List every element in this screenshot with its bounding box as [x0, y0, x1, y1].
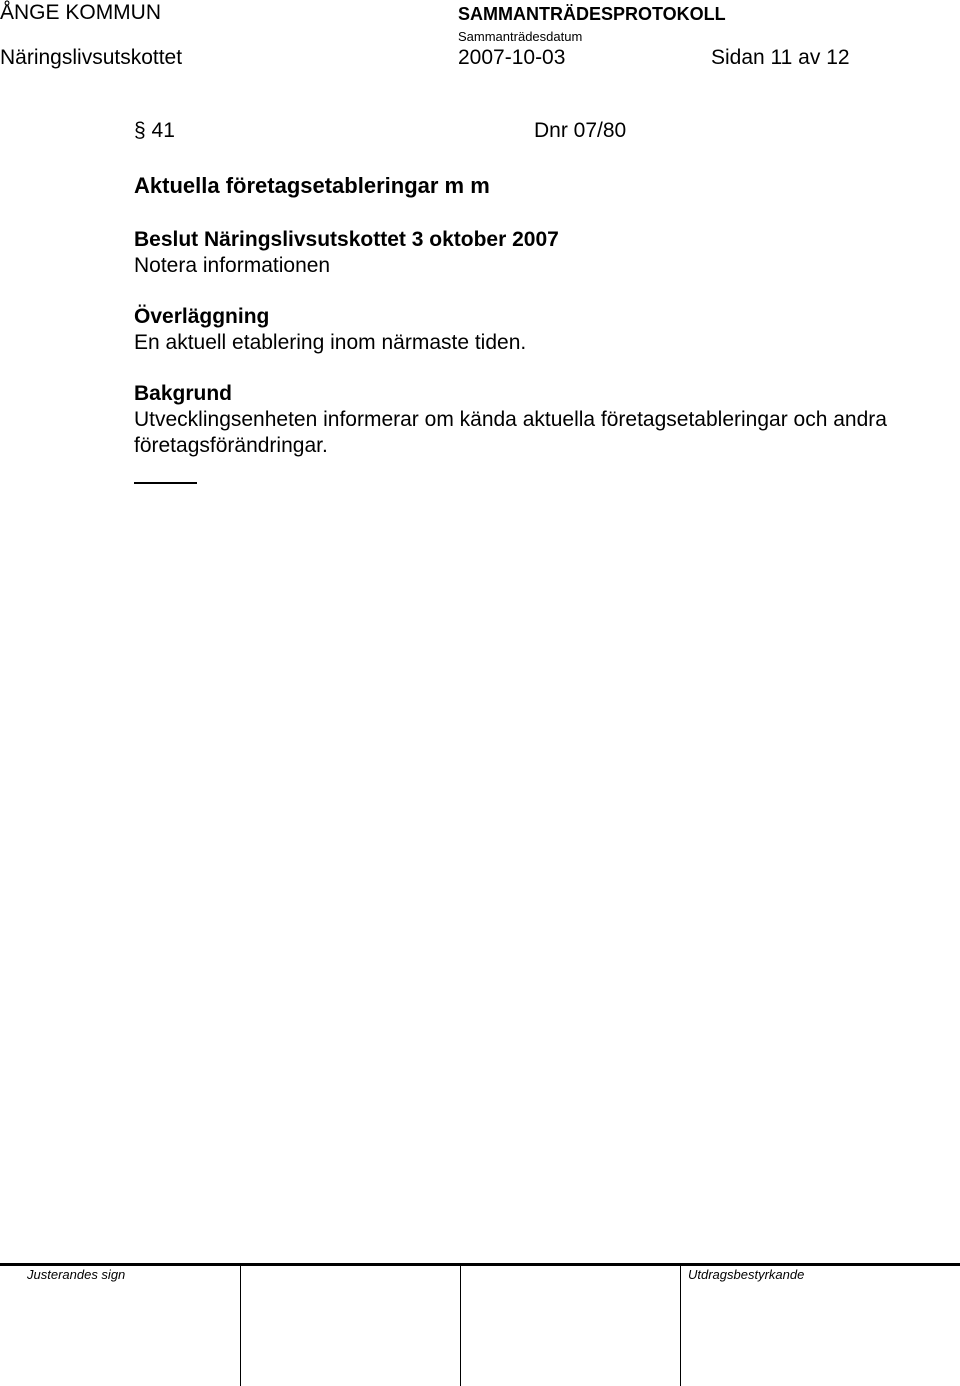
- item-content: [134, 227, 934, 459]
- footer-label-utdragsbestyrkande: Utdragsbestyrkande: [688, 1267, 805, 1282]
- meeting-date: 2007-10-03: [458, 46, 566, 69]
- footer-rule: [0, 1263, 960, 1266]
- date-caption: Sammanträdesdatum: [458, 29, 583, 44]
- footer-column-divider: [680, 1266, 681, 1386]
- decision-heading: Beslut Näringslivsutskottet 3 oktober 2007: [134, 228, 559, 251]
- background-text: Utvecklingsenheten informerar om kända aktuella företagsetableringar och andra företagsförändringar.: [134, 408, 887, 457]
- background-heading: Bakgrund: [134, 382, 233, 405]
- diary-number: Dnr 07/80: [534, 119, 627, 142]
- deliberation-text: En aktuell etablering inom närmaste tiden.: [134, 331, 527, 354]
- deliberation-heading: Överläggning: [134, 305, 270, 328]
- organization-name: ÅNGE KOMMUN: [0, 1, 162, 24]
- spacer: [134, 356, 934, 381]
- document-type: SAMMANTRÄDESPROTOKOLL: [458, 4, 726, 24]
- spacer: [134, 279, 934, 304]
- footer-column-divider: [460, 1266, 461, 1386]
- committee-name: Näringslivsutskottet: [0, 46, 183, 69]
- item-title: Aktuella företagsetableringar m m: [134, 173, 490, 198]
- footer-label-justerandes-sign: Justerandes sign: [27, 1267, 126, 1282]
- page-number: Sidan 11 av 12: [711, 46, 850, 69]
- decision-text: Notera informationen: [134, 254, 331, 277]
- footer-column-divider: [240, 1266, 241, 1386]
- section-number: § 41: [134, 119, 175, 142]
- end-of-item-rule: [134, 482, 197, 484]
